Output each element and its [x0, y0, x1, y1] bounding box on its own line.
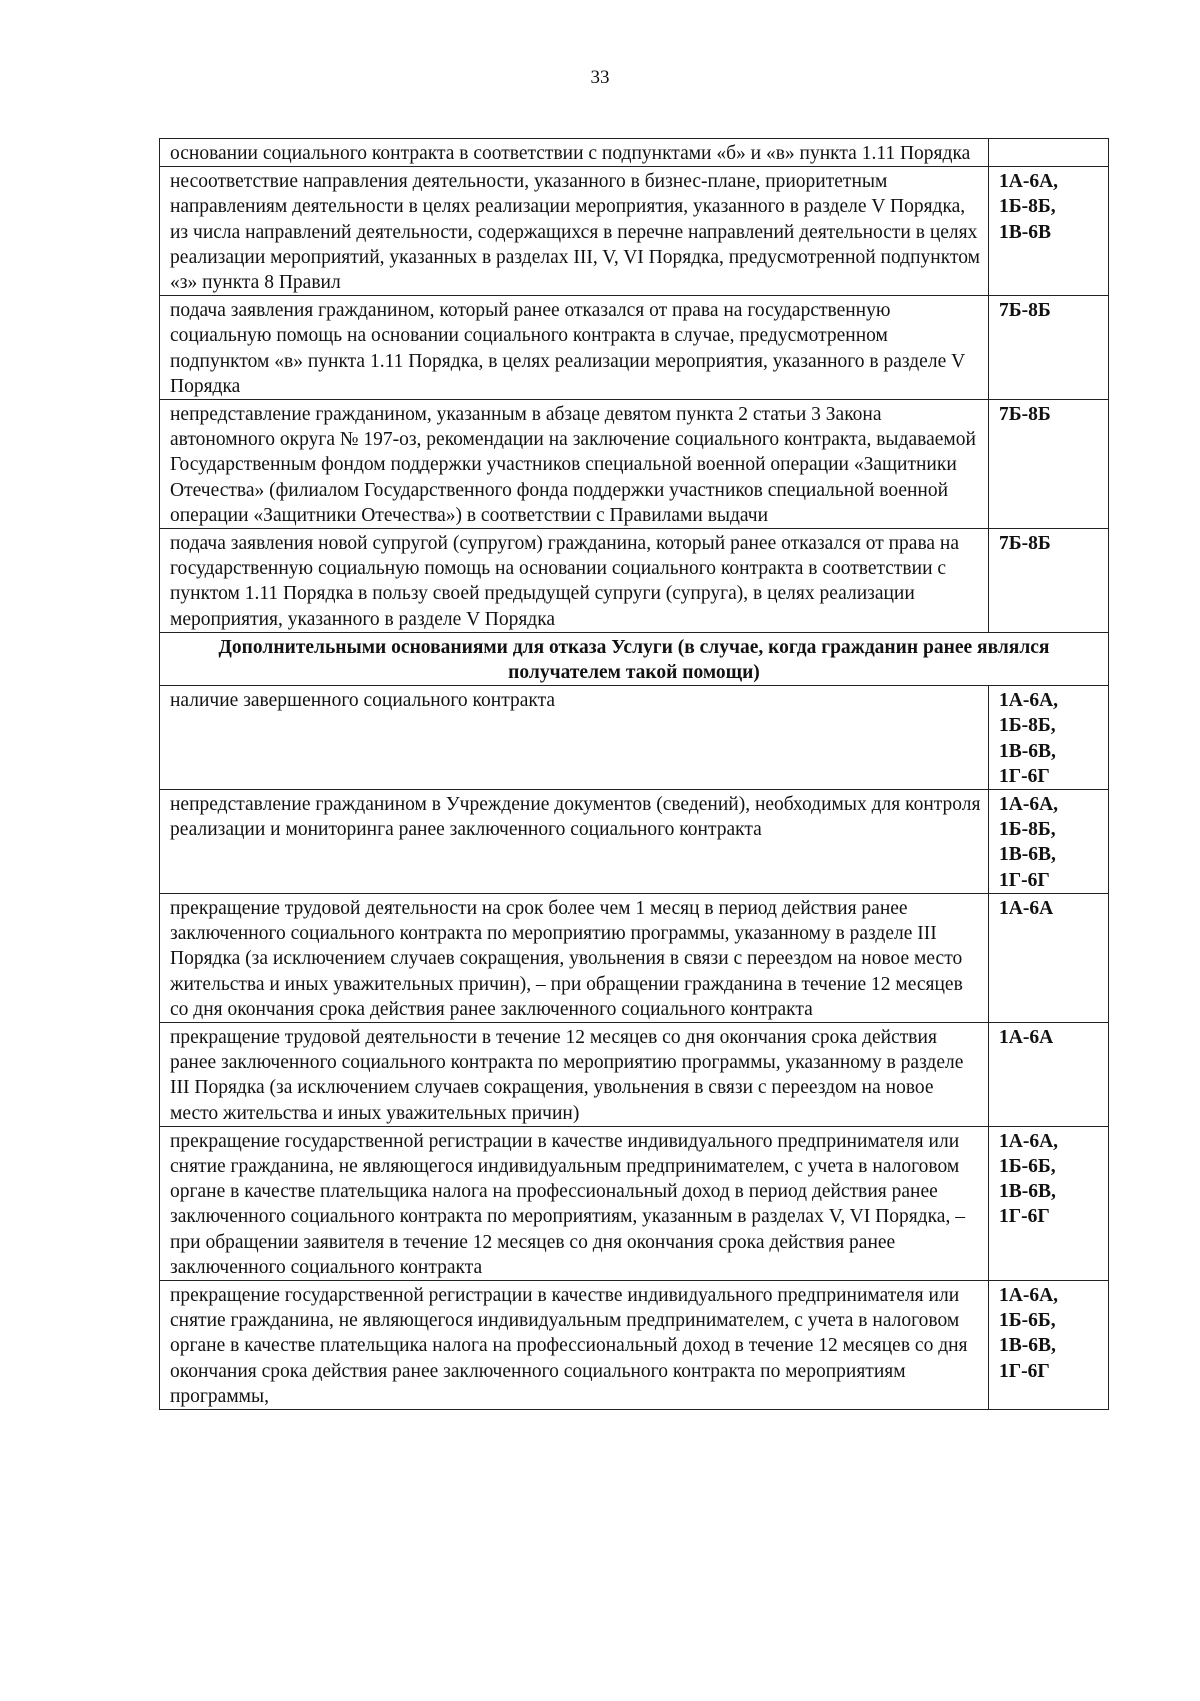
ground-codes [989, 1022, 1109, 1126]
category-code: 7Б-8Б [999, 404, 1051, 426]
category-code: 1А-6А, [999, 690, 1059, 712]
ground-codes [989, 1280, 1109, 1409]
category-code: 1А-6А, [999, 1284, 1059, 1306]
ground-description: прекращение трудовой деятельности на срок более чем 1 месяц в период действия ранее заключенного социального контракта по мероприятию программы, указанному в разделе III Порядка (за исключением случаев сокращения, увольнения в связи с переездом на новое место жительства и иных уважительных причин), – при обращении гражданина в течение 12 месяцев со дня окончания срока действия ранее заключенного социального контракта [160, 893, 989, 1022]
category-code: 1Б-8Б, [999, 715, 1056, 737]
category-code: 1А-6А, [999, 794, 1059, 816]
category-code: 1А-6А, [999, 171, 1059, 193]
category-code: 1В-6В, [999, 1335, 1056, 1357]
category-code: 1А-6А [999, 897, 1054, 919]
category-code: 1Б-6Б, [999, 1155, 1056, 1177]
ground-description: непредставление гражданином, указанным в абзаце девятом пункта 2 статьи 3 Закона автономного округа № 197-оз, рекомендации на заключение социального контракта, выдаваемой Государственным фондом поддержки участников специальной военной операции «Защитники Отечества» (филиалом Государственного фонда поддержки участников специальной военной операции «Защитники Отечества») в соответствии с Правилами выдачи [160, 400, 989, 529]
ground-description: прекращение государственной регистрации в качестве индивидуального предпринимателя или снятие гражданина, не являющегося индивидуальным предпринимателем, с учета в налоговом органе в качестве плательщика налога на профессиональный доход в течение 12 месяцев со дня окончания срока действия ранее заключенного социального контракта по мероприятиям программы, [160, 1280, 989, 1409]
table-row [160, 167, 1109, 296]
category-code: 7Б-8Б [999, 300, 1051, 322]
category-code: 1В-6В, [999, 1181, 1056, 1203]
table-row [160, 1022, 1109, 1126]
category-code: 1В-6В, [999, 740, 1056, 762]
table-row [160, 296, 1109, 400]
table-row [160, 1280, 1109, 1409]
category-code: 1Г-6Г [999, 1206, 1050, 1228]
ground-codes [989, 686, 1109, 790]
category-code: 1В-6В, [999, 844, 1056, 866]
ground-description: непредставление гражданином в Учреждение документов (сведений), необходимых для контроля реализации и мониторинга ранее заключенного социального контракта [160, 790, 989, 894]
category-code: 1Б-8Б, [999, 819, 1056, 841]
table-row [160, 400, 1109, 529]
table-row [160, 893, 1109, 1022]
ground-description: подача заявления гражданином, который ранее отказался от права на государственную социальную помощь на основании социального контракта в случае, предусмотренном подпунктом «в» пункта 1.11 Порядка, в целях реализации мероприятия, указанного в разделе V Порядка [160, 296, 989, 400]
category-code: 1А-6А [999, 1026, 1054, 1048]
category-code: 1А-6А, [999, 1130, 1059, 1152]
section-heading: Дополнительными основаниями для отказа Услуги (в случае, когда гражданин ранее являлся получателем такой помощи) [160, 632, 1109, 685]
ground-codes [989, 400, 1109, 529]
category-code: 1Б-8Б, [999, 196, 1056, 218]
ground-codes [989, 790, 1109, 894]
category-code: 1Г-6Г [999, 765, 1050, 787]
ground-codes [989, 1126, 1109, 1280]
ground-codes [989, 296, 1109, 400]
ground-codes [989, 139, 1109, 167]
table-row [160, 686, 1109, 790]
category-code: 1Г-6Г [999, 1360, 1050, 1382]
ground-codes [989, 167, 1109, 296]
table-row [160, 1126, 1109, 1280]
ground-codes [989, 893, 1109, 1022]
page-number: 33 [590, 67, 610, 88]
table-row [160, 139, 1109, 167]
table-row [160, 790, 1109, 894]
table-row [160, 529, 1109, 633]
ground-description: прекращение трудовой деятельности в течение 12 месяцев со дня окончания срока действия ранее заключенного социального контракта по мероприятию программы, указанному в разделе III Порядка (за исключением случаев сокращения, увольнения в связи с переездом на новое место жительства и иных уважительных причин) [160, 1022, 989, 1126]
ground-codes [989, 529, 1109, 633]
category-code: 1Б-6Б, [999, 1310, 1056, 1332]
ground-description: основании социального контракта в соответствии с подпунктами «б» и «в» пункта 1.11 Порядка [160, 139, 989, 167]
grounds-table [159, 138, 1109, 1410]
ground-description: прекращение государственной регистрации в качестве индивидуального предпринимателя или снятие гражданина, не являющегося индивидуальным предпринимателем, с учета в налоговом органе в качестве плательщика налога на профессиональный доход в период действия ранее заключенного социального контракта по мероприятиям, указанным в разделах V, VI Порядка, – при обращении заявителя в течение 12 месяцев со дня окончания срока действия ранее заключенного социального контракта [160, 1126, 989, 1280]
ground-description: наличие завершенного социального контракта [160, 686, 989, 790]
category-code: 7Б-8Б [999, 533, 1051, 555]
category-code: 1Г-6Г [999, 869, 1050, 891]
category-code: 1В-6В [999, 221, 1052, 243]
ground-description: несоответствие направления деятельности, указанного в бизнес-плане, приоритетным направлениям деятельности в целях реализации мероприятия, указанного в разделе V Порядка, из числа направлений деятельности, содержащихся в перечне направлений деятельности в целях реализации мероприятий, указанных в разделах III, V, VI Порядка, предусмотренной подпунктом «з» пункта 8 Правил [160, 167, 989, 296]
grounds-table-body [160, 139, 1109, 1410]
ground-description: подача заявления новой супругой (супругом) гражданина, который ранее отказался от права на государственную социальную помощь на основании социального контракта в соответствии с пунктом 1.11 Порядка в пользу своей предыдущей супруги (супруга), в целях реализации мероприятия, указанного в разделе V Порядка [160, 529, 989, 633]
section-heading-row [160, 632, 1109, 685]
